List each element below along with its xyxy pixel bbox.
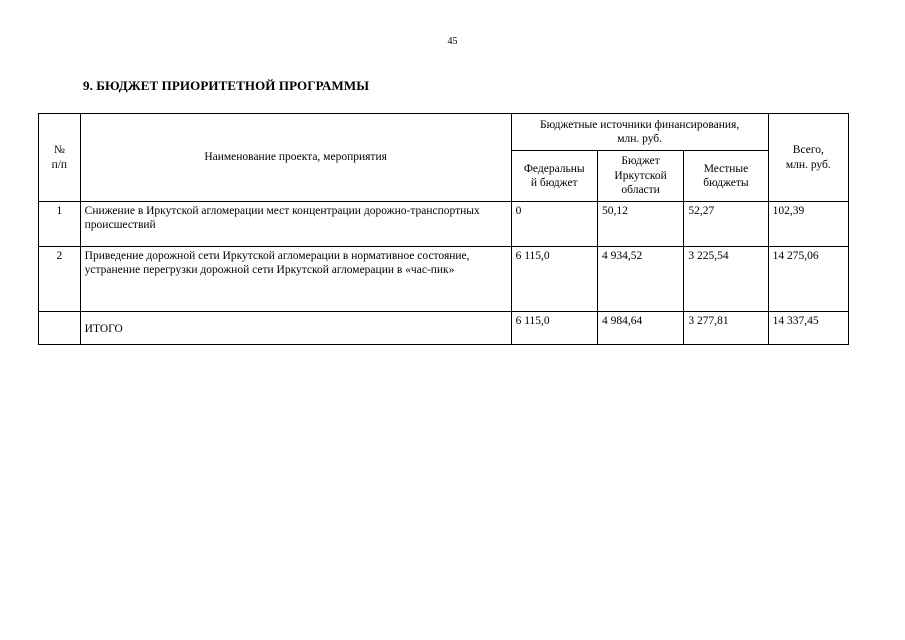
row-total: 14 275,06 bbox=[768, 247, 848, 312]
header-num: № п/п bbox=[39, 114, 81, 202]
total-sum: 14 337,45 bbox=[768, 312, 848, 345]
header-federal: Федеральны й бюджет bbox=[511, 151, 597, 202]
table-row bbox=[39, 202, 849, 247]
row-name: Снижение в Иркутской агломерации мест концентрации дорожно-транспортных происшествий bbox=[80, 202, 511, 247]
row-regional: 50,12 bbox=[597, 202, 683, 247]
row-num: 1 bbox=[39, 202, 81, 247]
row-name: Приведение дорожной сети Иркутской агломерации в нормативное состояние, устранение перегрузки дорожной сети Иркутской агломерации в «час-пик» bbox=[80, 247, 511, 312]
row-local: 3 225,54 bbox=[684, 247, 768, 312]
total-local: 3 277,81 bbox=[684, 312, 768, 345]
page-number: 45 bbox=[447, 36, 458, 47]
header-sources: Бюджетные источники финансирования, млн. руб. bbox=[511, 114, 768, 151]
table-header-row bbox=[39, 114, 849, 151]
row-total: 102,39 bbox=[768, 202, 848, 247]
budget-table bbox=[38, 113, 849, 345]
total-regional: 4 984,64 bbox=[597, 312, 683, 345]
row-num: 2 bbox=[39, 247, 81, 312]
header-total: Всего, млн. руб. bbox=[768, 114, 848, 202]
total-label: ИТОГО bbox=[80, 312, 511, 345]
row-regional: 4 934,52 bbox=[597, 247, 683, 312]
header-local: Местные бюджеты bbox=[684, 151, 768, 202]
header-regional: Бюджет Иркутской области bbox=[597, 151, 683, 202]
total-federal: 6 115,0 bbox=[511, 312, 597, 345]
table-row bbox=[39, 247, 849, 312]
header-name: Наименование проекта, мероприятия bbox=[80, 114, 511, 202]
row-federal: 0 bbox=[511, 202, 597, 247]
total-row bbox=[39, 312, 849, 345]
section-title: 9. БЮДЖЕТ ПРИОРИТЕТНОЙ ПРОГРАММЫ bbox=[83, 78, 370, 93]
row-federal: 6 115,0 bbox=[511, 247, 597, 312]
total-num bbox=[39, 312, 81, 345]
row-local: 52,27 bbox=[684, 202, 768, 247]
